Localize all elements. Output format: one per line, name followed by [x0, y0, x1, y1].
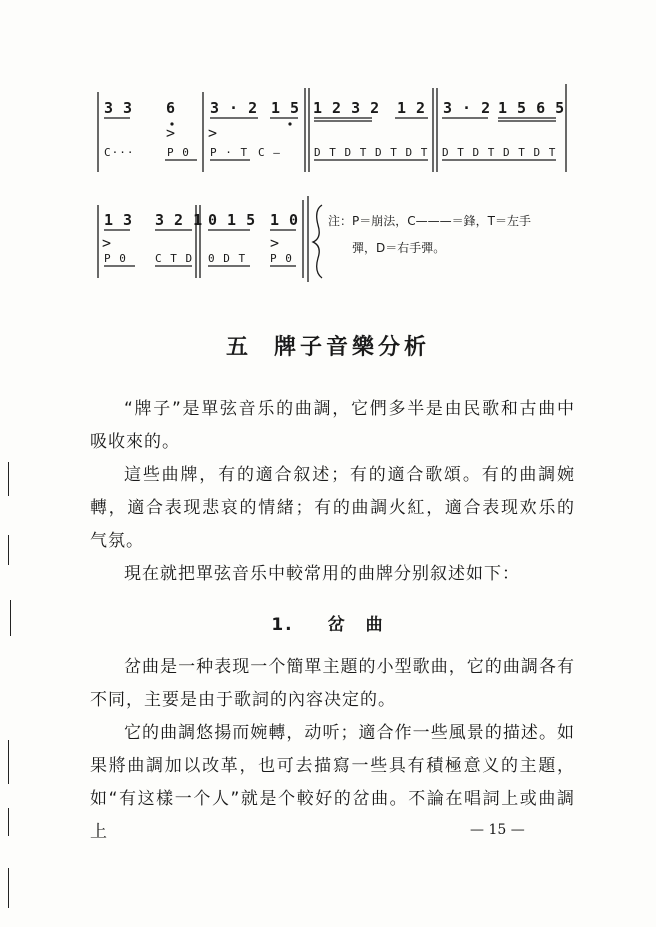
- technique-label: P 0: [270, 252, 293, 265]
- note-group: 3 · 2: [210, 99, 258, 117]
- scan-mark: [8, 740, 9, 784]
- accent-mark: >: [102, 234, 112, 252]
- technique-label: C···: [104, 146, 135, 159]
- note-group: 1 0: [270, 211, 299, 229]
- music-score: [0, 0, 656, 290]
- technique-label: 0 D T: [208, 252, 247, 265]
- page-number: — 15 —: [470, 822, 525, 838]
- scan-mark: [8, 868, 9, 908]
- paragraph: 岔曲是一种表现一个簡單主題的小型歌曲，它的曲調各有不同，主要是由于歌詞的內容决定的。: [90, 657, 575, 710]
- note-group: 1 3: [104, 211, 133, 229]
- accent-mark: >: [270, 234, 280, 252]
- subsection-heading: [0, 610, 656, 635]
- paragraph: “牌子”是單弦音乐的曲調，它們多半是由民歌和古曲中吸收來的。: [90, 399, 575, 452]
- note-group: 1 2: [397, 99, 426, 117]
- technique-label: P 0: [167, 146, 190, 159]
- section-number: 五: [225, 335, 252, 360]
- note-group: 6: [166, 99, 176, 117]
- score-footnote-line1: 注：P＝崩法，C———＝鋒，T＝左手: [328, 214, 531, 228]
- technique-label: C —: [258, 146, 281, 159]
- technique-label: P · T: [210, 146, 249, 159]
- paragraph: 它的曲調悠揚而婉轉，动听；適合作一些風景的描述。如果將曲調加以改革，也可去描寫一些具有積極意义的主題，如“有这樣一个人”就是个較好的岔曲。不論在唱詞上或曲調上: [90, 723, 575, 842]
- technique-label: D T D T D T D T: [314, 146, 429, 159]
- score-lines: [0, 0, 656, 290]
- note-group: 1 5 6 5: [498, 99, 565, 117]
- scan-mark: [8, 535, 9, 565]
- note-group: 3 · 2: [443, 99, 491, 117]
- note-group: 3 3: [104, 99, 133, 117]
- scan-mark: [10, 600, 11, 636]
- note-group: 1 2 3 2: [313, 99, 380, 117]
- score-footnote-line2: 彈，D＝右手彈。: [352, 241, 446, 255]
- technique-label: D T D T D T D T: [442, 146, 557, 159]
- scan-mark: [8, 462, 9, 496]
- scan-mark: [8, 808, 9, 836]
- section-title: 牌子音樂分析: [274, 335, 431, 360]
- paragraph: 這些曲牌，有的適合叙述；有的適合歌頌。有的曲調婉轉，適合表现悲哀的情緒；有的曲調火紅，適合表现欢乐的气氛。: [90, 465, 575, 551]
- note-group: 3 2 1: [155, 211, 203, 229]
- subsection-title: 岔 曲: [327, 615, 385, 635]
- subsection-number: 1.: [271, 615, 294, 635]
- note-group: 1 5: [271, 99, 300, 117]
- paragraph: 現在就把單弦音乐中較常用的曲牌分别叙述如下：: [124, 564, 520, 584]
- section-heading: [0, 330, 656, 361]
- technique-label: P 0: [104, 252, 127, 265]
- accent-mark: >: [208, 124, 218, 142]
- note-group: 0 1 5: [208, 211, 256, 229]
- accent-mark: >: [166, 124, 176, 142]
- technique-label: C T D: [155, 252, 194, 265]
